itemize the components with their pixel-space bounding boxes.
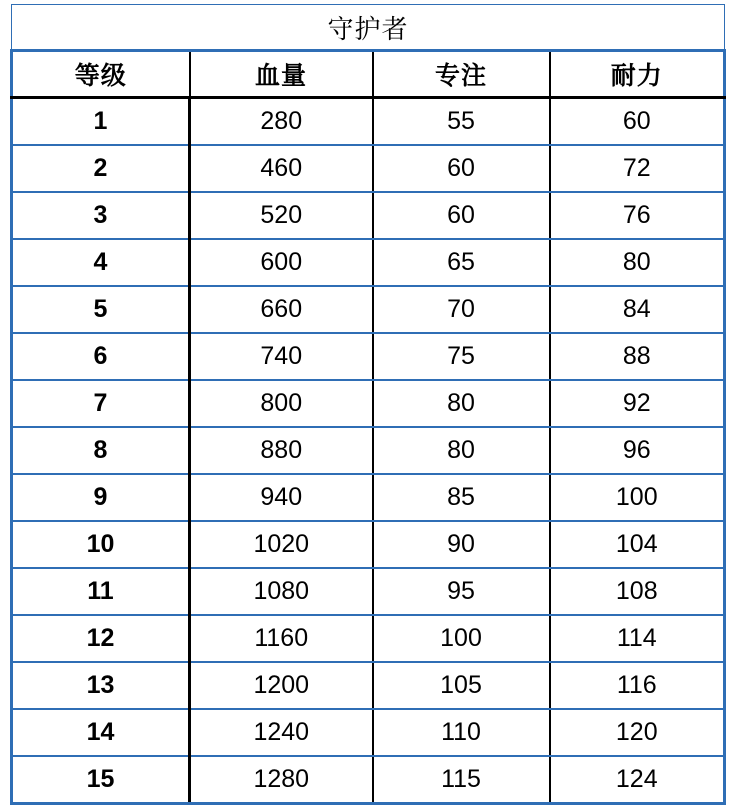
table-row bbox=[12, 568, 725, 615]
cell-focus: 100 bbox=[373, 615, 550, 662]
cell-focus: 80 bbox=[373, 427, 550, 474]
cell-stamina: 96 bbox=[550, 427, 725, 474]
cell-level: 13 bbox=[12, 662, 190, 709]
cell-level: 5 bbox=[12, 286, 190, 333]
cell-health: 520 bbox=[190, 192, 373, 239]
cell-health: 460 bbox=[190, 145, 373, 192]
cell-focus: 55 bbox=[373, 98, 550, 146]
cell-level: 12 bbox=[12, 615, 190, 662]
header-row bbox=[12, 51, 725, 98]
cell-health: 1240 bbox=[190, 709, 373, 756]
table-title: 守护者 bbox=[12, 5, 725, 51]
table-row bbox=[12, 239, 725, 286]
cell-focus: 110 bbox=[373, 709, 550, 756]
table-row bbox=[12, 145, 725, 192]
table-body bbox=[12, 5, 725, 804]
cell-stamina: 84 bbox=[550, 286, 725, 333]
cell-level: 11 bbox=[12, 568, 190, 615]
cell-health: 740 bbox=[190, 333, 373, 380]
cell-level: 9 bbox=[12, 474, 190, 521]
cell-stamina: 76 bbox=[550, 192, 725, 239]
cell-focus: 70 bbox=[373, 286, 550, 333]
table-row bbox=[12, 474, 725, 521]
cell-level: 8 bbox=[12, 427, 190, 474]
column-header-level: 等级 bbox=[12, 51, 190, 98]
cell-focus: 60 bbox=[373, 145, 550, 192]
cell-health: 1200 bbox=[190, 662, 373, 709]
cell-health: 280 bbox=[190, 98, 373, 146]
cell-health: 880 bbox=[190, 427, 373, 474]
cell-focus: 90 bbox=[373, 521, 550, 568]
cell-stamina: 92 bbox=[550, 380, 725, 427]
cell-health: 1020 bbox=[190, 521, 373, 568]
cell-stamina: 120 bbox=[550, 709, 725, 756]
cell-stamina: 108 bbox=[550, 568, 725, 615]
cell-focus: 65 bbox=[373, 239, 550, 286]
table-row bbox=[12, 286, 725, 333]
cell-level: 10 bbox=[12, 521, 190, 568]
table-row bbox=[12, 662, 725, 709]
table-row bbox=[12, 615, 725, 662]
cell-level: 6 bbox=[12, 333, 190, 380]
column-header-focus: 专注 bbox=[373, 51, 550, 98]
cell-focus: 75 bbox=[373, 333, 550, 380]
cell-level: 1 bbox=[12, 98, 190, 146]
cell-stamina: 60 bbox=[550, 98, 725, 146]
cell-stamina: 72 bbox=[550, 145, 725, 192]
cell-health: 600 bbox=[190, 239, 373, 286]
table-row bbox=[12, 427, 725, 474]
table-row bbox=[12, 98, 725, 146]
cell-focus: 80 bbox=[373, 380, 550, 427]
cell-stamina: 88 bbox=[550, 333, 725, 380]
cell-stamina: 104 bbox=[550, 521, 725, 568]
table-row bbox=[12, 709, 725, 756]
cell-level: 14 bbox=[12, 709, 190, 756]
cell-stamina: 100 bbox=[550, 474, 725, 521]
cell-health: 660 bbox=[190, 286, 373, 333]
table-row bbox=[12, 333, 725, 380]
cell-focus: 115 bbox=[373, 756, 550, 804]
cell-stamina: 114 bbox=[550, 615, 725, 662]
stats-table-container bbox=[10, 4, 723, 805]
table-row bbox=[12, 192, 725, 239]
cell-health: 1280 bbox=[190, 756, 373, 804]
cell-focus: 95 bbox=[373, 568, 550, 615]
cell-level: 2 bbox=[12, 145, 190, 192]
cell-level: 3 bbox=[12, 192, 190, 239]
cell-level: 4 bbox=[12, 239, 190, 286]
cell-health: 800 bbox=[190, 380, 373, 427]
table-row bbox=[12, 756, 725, 804]
cell-level: 15 bbox=[12, 756, 190, 804]
cell-health: 1080 bbox=[190, 568, 373, 615]
cell-stamina: 124 bbox=[550, 756, 725, 804]
cell-health: 1160 bbox=[190, 615, 373, 662]
column-header-stamina: 耐力 bbox=[550, 51, 725, 98]
cell-focus: 85 bbox=[373, 474, 550, 521]
guardian-stats-table bbox=[10, 4, 726, 805]
table-row bbox=[12, 380, 725, 427]
column-header-health: 血量 bbox=[190, 51, 373, 98]
cell-stamina: 116 bbox=[550, 662, 725, 709]
cell-focus: 60 bbox=[373, 192, 550, 239]
cell-health: 940 bbox=[190, 474, 373, 521]
cell-level: 7 bbox=[12, 380, 190, 427]
title-row bbox=[12, 5, 725, 51]
cell-focus: 105 bbox=[373, 662, 550, 709]
cell-stamina: 80 bbox=[550, 239, 725, 286]
table-row bbox=[12, 521, 725, 568]
